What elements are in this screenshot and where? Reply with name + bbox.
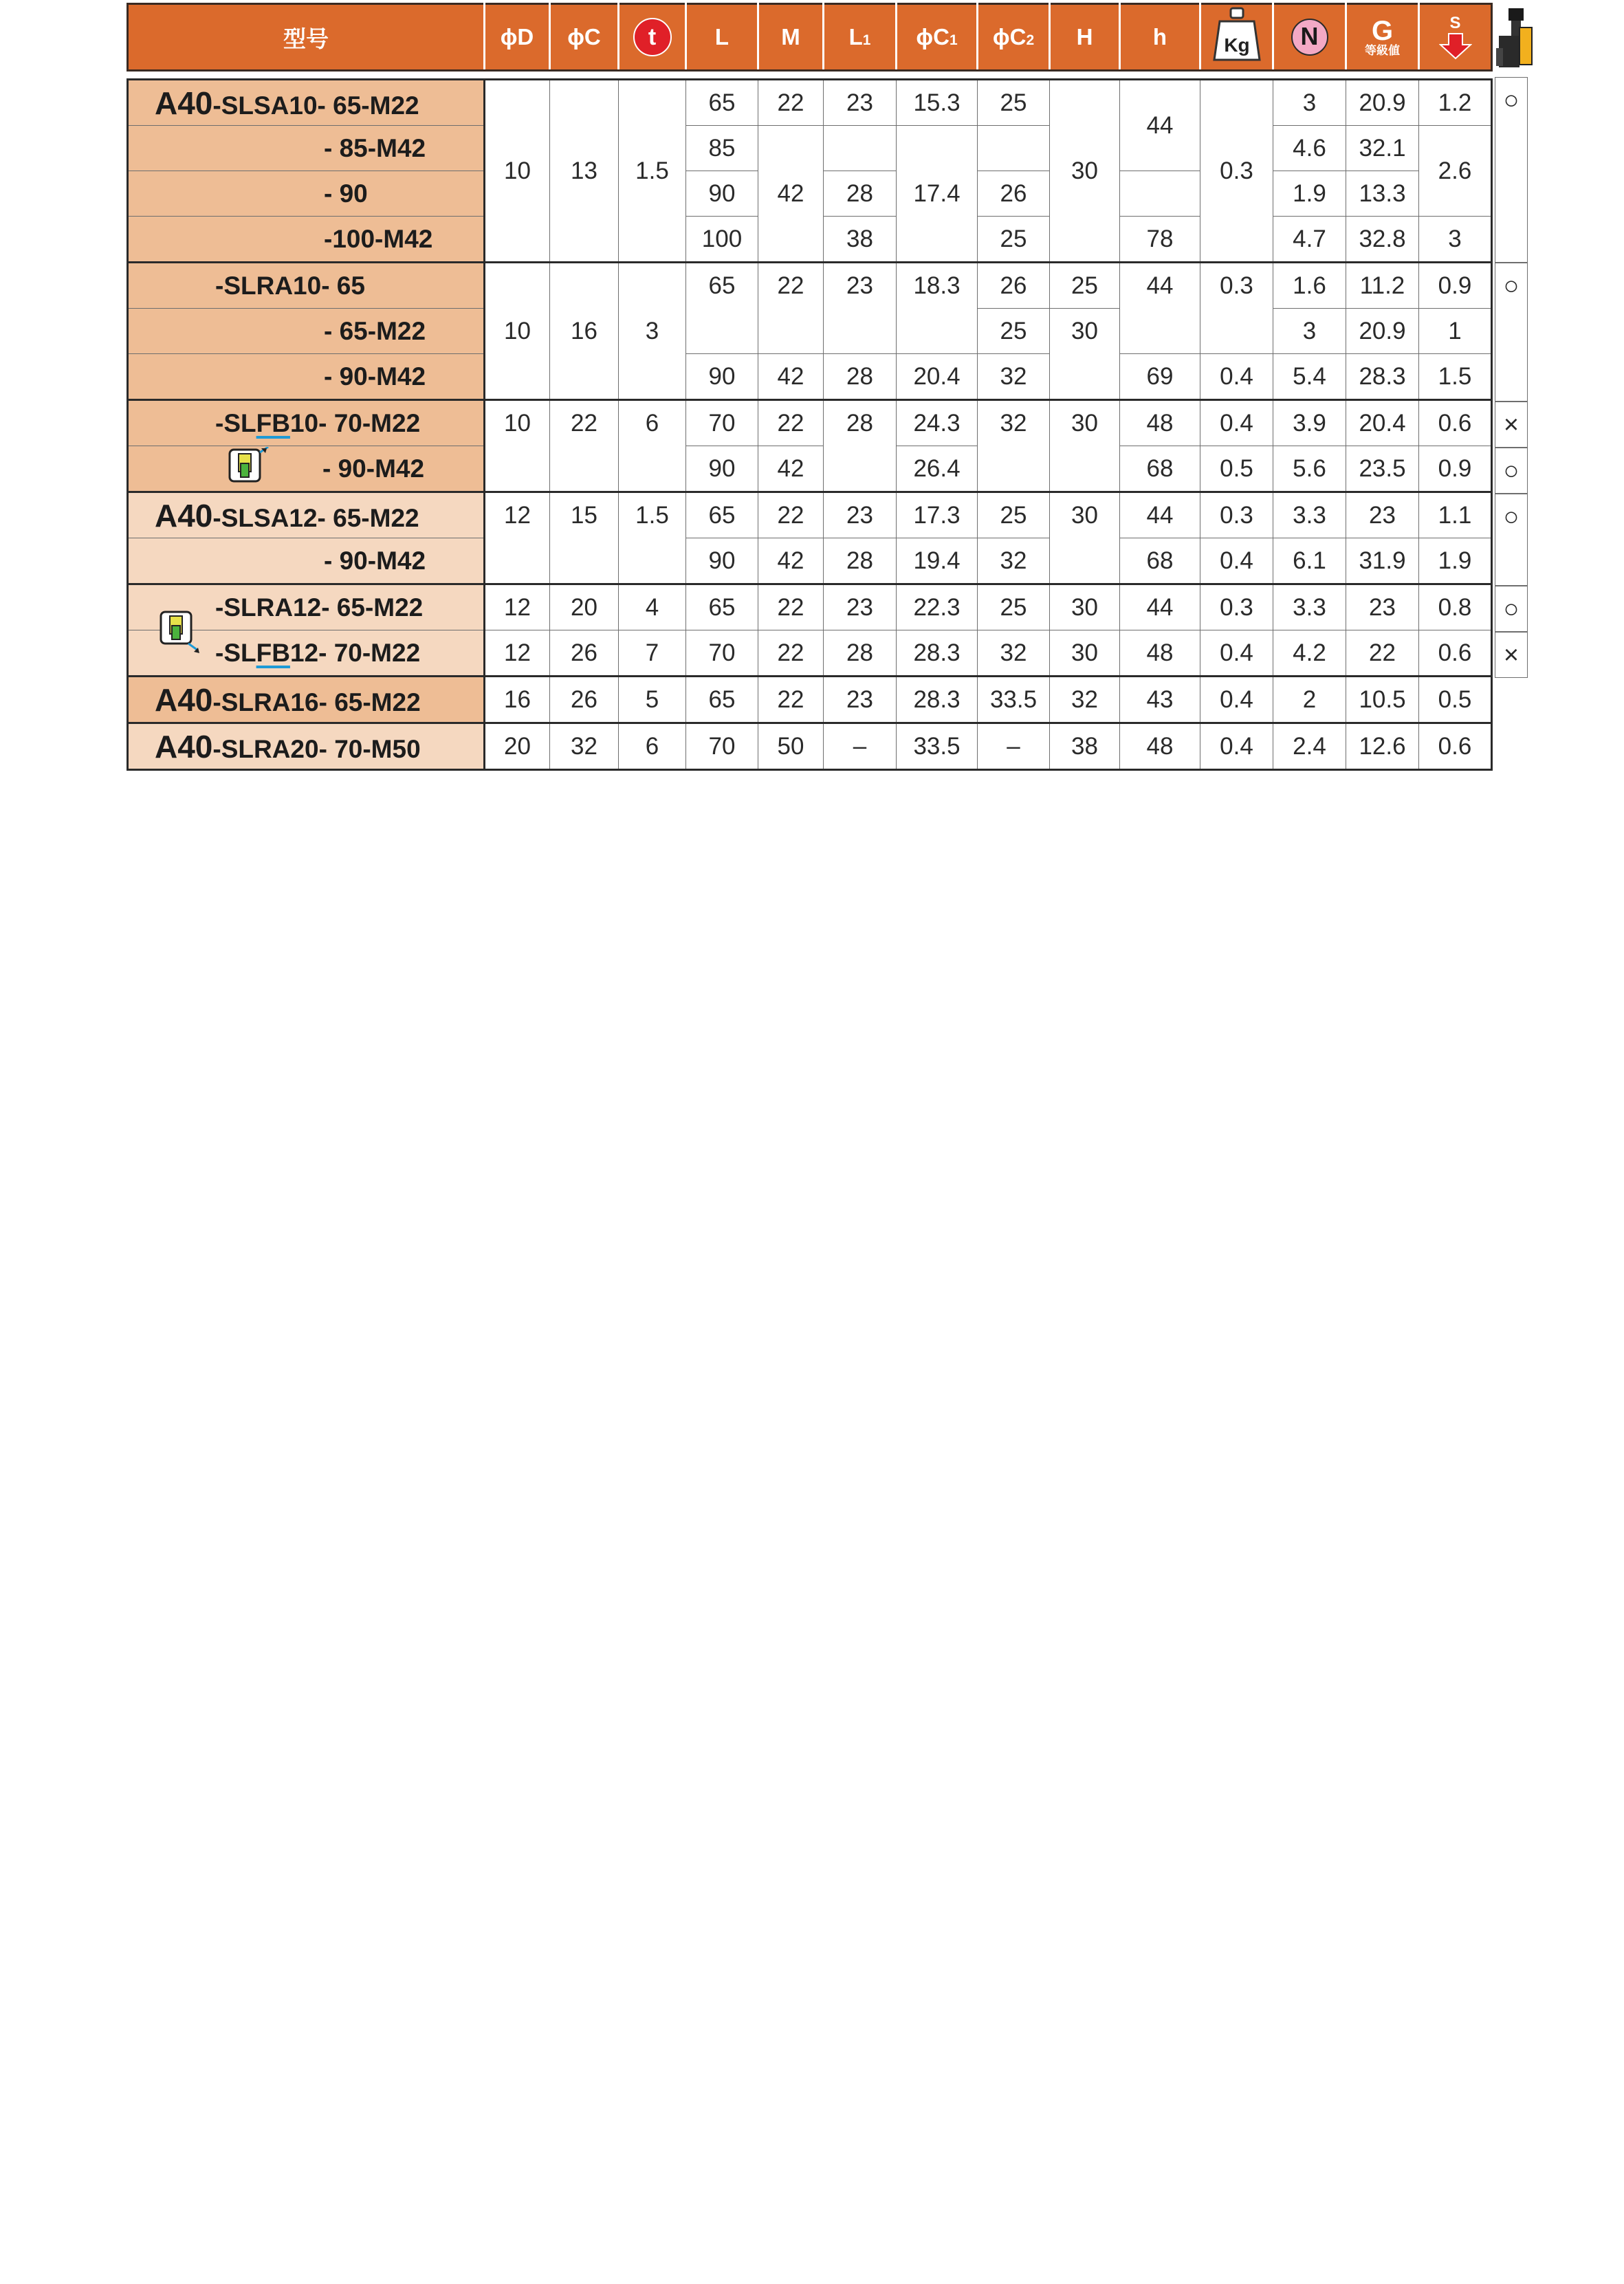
- svg-text:Kg: Kg: [1223, 34, 1250, 56]
- header-N: [1273, 4, 1346, 71]
- cell-L1: 28: [824, 538, 897, 584]
- cell-N: 3: [1273, 80, 1346, 126]
- cell-h: 68: [1120, 538, 1200, 584]
- cell-h: 48: [1120, 723, 1200, 770]
- cell-S: 0.6: [1419, 723, 1492, 770]
- cell-L: 70: [686, 400, 758, 446]
- cell-phiC2: 26: [978, 263, 1050, 309]
- cell-phiD: 12: [485, 584, 550, 630]
- model-cell: -SLRA12- 65-M22: [128, 584, 485, 630]
- weight-icon: [1211, 6, 1262, 63]
- cell-phiD: 20: [485, 723, 550, 770]
- cell-H: 38: [1050, 723, 1120, 770]
- compat-mark: ○: [1495, 586, 1528, 632]
- cell-L1: 28: [824, 171, 897, 217]
- cell-S: 1.1: [1419, 492, 1492, 538]
- cell-N: 3: [1273, 309, 1346, 354]
- model-cell: - 90-M42: [128, 354, 485, 400]
- cell-L: 65: [686, 80, 758, 126]
- cell-phiC1: 28.3: [897, 677, 978, 723]
- cell-N: 4.2: [1273, 630, 1346, 677]
- cell-phiC1: 22.3: [897, 584, 978, 630]
- cell-L: 90: [686, 171, 758, 217]
- cell-G: 22: [1346, 630, 1419, 677]
- model-cell: A40-SLSA12- 65-M22: [128, 492, 485, 538]
- cell-t: 7: [619, 630, 686, 677]
- cell-h: 44: [1120, 263, 1200, 354]
- cell-G: 20.9: [1346, 80, 1419, 126]
- cell-phiC2: 25: [978, 309, 1050, 354]
- cell-t: 6: [619, 723, 686, 770]
- cell-phiC2: 32: [978, 400, 1050, 492]
- cell-phiD: 10: [485, 263, 550, 400]
- model-cell: -100-M42: [128, 217, 485, 263]
- cell-S: 0.9: [1419, 263, 1492, 309]
- table-row: [128, 354, 1492, 400]
- model-cell: -SLRA10- 65: [128, 263, 485, 309]
- model-cell: A40-SLRA20- 70-M50: [128, 723, 485, 770]
- cell-S: 0.8: [1419, 584, 1492, 630]
- cell-M: 22: [758, 492, 824, 538]
- cell-phiC1: 28.3: [897, 630, 978, 677]
- cell-M: 22: [758, 400, 824, 446]
- header-phiD: ϕD: [485, 4, 550, 71]
- cell-S: 2.6: [1419, 126, 1492, 217]
- model-cell: A40-SLSA10- 65-M22: [128, 80, 485, 126]
- cell-H: 30: [1050, 584, 1120, 630]
- model-cell: - 65-M22: [128, 309, 485, 354]
- cell-N: 3.3: [1273, 584, 1346, 630]
- header-L: L: [686, 4, 758, 71]
- cell-M: 22: [758, 630, 824, 677]
- cell-phiC2: 25: [978, 217, 1050, 263]
- cell-t: 3: [619, 263, 686, 400]
- cell-L: 65: [686, 584, 758, 630]
- cell-L: 90: [686, 354, 758, 400]
- cell-kg: 0.3: [1200, 263, 1273, 354]
- cell-L1: –: [824, 723, 897, 770]
- cell-G: 20.4: [1346, 400, 1419, 446]
- cell-phiC2: 26: [978, 171, 1050, 217]
- cell-phiC: 26: [550, 677, 619, 723]
- table-row: [128, 538, 1492, 584]
- cell-G: 12.6: [1346, 723, 1419, 770]
- cell-kg: 0.3: [1200, 80, 1273, 263]
- cell-H: 30: [1050, 400, 1120, 492]
- cell-N: 2: [1273, 677, 1346, 723]
- cell-phiC2: 25: [978, 584, 1050, 630]
- cell-M: 22: [758, 677, 824, 723]
- header-G: G 等級値: [1346, 4, 1419, 71]
- header-H: H: [1050, 4, 1120, 71]
- cell-S: 1.9: [1419, 538, 1492, 584]
- model-cell: - 90: [128, 171, 485, 217]
- table-row: [128, 126, 1492, 171]
- table-row: [128, 723, 1492, 770]
- cell-G: 10.5: [1346, 677, 1419, 723]
- cell-N: 4.6: [1273, 126, 1346, 171]
- model-cell: -SLFB12- 70-M22: [128, 630, 485, 677]
- spec-table: [127, 3, 1493, 771]
- cell-G: 28.3: [1346, 354, 1419, 400]
- cell-t: 4: [619, 584, 686, 630]
- cell-G: 23: [1346, 584, 1419, 630]
- cell-phiC: 13: [550, 80, 619, 263]
- header-phiC2: ϕC2: [978, 4, 1050, 71]
- cell-G: 32.8: [1346, 217, 1419, 263]
- cell-L1: 38: [824, 217, 897, 263]
- cell-phiC2: 32: [978, 354, 1050, 400]
- cell-kg: 0.4: [1200, 538, 1273, 584]
- header-phiC: ϕC: [550, 4, 619, 71]
- cell-H: 30: [1050, 630, 1120, 677]
- cell-phiD: 16: [485, 677, 550, 723]
- cell-phiC2: 25: [978, 492, 1050, 538]
- cell-N: 2.4: [1273, 723, 1346, 770]
- cell-N: 5.4: [1273, 354, 1346, 400]
- cell-phiC2: 32: [978, 538, 1050, 584]
- model-cell: -SLFB10- 70-M22: [128, 400, 485, 446]
- header-S: S: [1419, 4, 1492, 71]
- cell-phiC1: 20.4: [897, 354, 978, 400]
- cell-M: 50: [758, 723, 824, 770]
- cell-L1: 23: [824, 80, 897, 126]
- cell-phiD: 12: [485, 630, 550, 677]
- cell-t: 1.5: [619, 492, 686, 584]
- cell-N: 5.6: [1273, 446, 1346, 492]
- cell-S: 1: [1419, 309, 1492, 354]
- cell-G: 11.2: [1346, 263, 1419, 309]
- cell-kg: 0.4: [1200, 677, 1273, 723]
- cell-h: 68: [1120, 446, 1200, 492]
- cell-t: 6: [619, 400, 686, 492]
- cell-S: 1.2: [1419, 80, 1492, 126]
- header-h: h: [1120, 4, 1200, 71]
- cell-phiC2: 32: [978, 630, 1050, 677]
- cell-phiC1: 33.5: [897, 723, 978, 770]
- cell-N: 3.3: [1273, 492, 1346, 538]
- cell-L: 65: [686, 492, 758, 538]
- cell-phiC: 22: [550, 400, 619, 492]
- cell-phiD: 12: [485, 492, 550, 584]
- cell-S: 0.6: [1419, 400, 1492, 446]
- cell-N: 3.9: [1273, 400, 1346, 446]
- table-row: [128, 630, 1492, 677]
- cell-phiC2: –: [978, 723, 1050, 770]
- cell-phiD: 10: [485, 80, 550, 263]
- cell-H: 30: [1050, 492, 1120, 584]
- cell-L1: 28: [824, 400, 897, 492]
- compat-mark: ○: [1495, 494, 1528, 586]
- cell-phiC2: [978, 126, 1050, 171]
- cell-phiC1: 15.3: [897, 80, 978, 126]
- cell-h: 48: [1120, 400, 1200, 446]
- cell-S: 1.5: [1419, 354, 1492, 400]
- header-M: M: [758, 4, 824, 71]
- cell-phiC1: 24.3: [897, 400, 978, 446]
- cell-L: 90: [686, 538, 758, 584]
- cell-N: 1.6: [1273, 263, 1346, 309]
- cell-L1: 23: [824, 492, 897, 538]
- cell-phiC: 16: [550, 263, 619, 400]
- cell-phiC: 15: [550, 492, 619, 584]
- compat-mark: ×: [1495, 402, 1528, 448]
- cell-phiD: 10: [485, 400, 550, 492]
- cell-M: 42: [758, 538, 824, 584]
- cell-M: 22: [758, 263, 824, 354]
- cell-M: 42: [758, 126, 824, 263]
- cell-L: 85: [686, 126, 758, 171]
- cell-t: 1.5: [619, 80, 686, 263]
- header-phiC1: ϕC1: [897, 4, 978, 71]
- cell-phiC1: 17.4: [897, 126, 978, 263]
- table-row: [128, 677, 1492, 723]
- cell-kg: 0.4: [1200, 400, 1273, 446]
- cell-H: 30: [1050, 309, 1120, 400]
- cell-phiC2: 33.5: [978, 677, 1050, 723]
- header-row: [128, 4, 1492, 71]
- cell-L: 90: [686, 446, 758, 492]
- cell-h: 44: [1120, 80, 1200, 171]
- cell-M: 42: [758, 354, 824, 400]
- table-row: [128, 263, 1492, 309]
- cell-L: 70: [686, 723, 758, 770]
- cell-H: 30: [1050, 80, 1120, 263]
- cell-N: 6.1: [1273, 538, 1346, 584]
- header-model: 型号: [128, 4, 485, 71]
- compat-mark: ○: [1495, 448, 1528, 494]
- cell-L1: 23: [824, 584, 897, 630]
- cell-phiC: 32: [550, 723, 619, 770]
- model-cell: - 85-M42: [128, 126, 485, 171]
- table-row: [128, 80, 1492, 126]
- compat-mark: ×: [1495, 632, 1528, 678]
- t-badge-icon: t: [633, 18, 672, 56]
- model-cell: A40-SLRA16- 65-M22: [128, 677, 485, 723]
- cell-kg: 0.5: [1200, 446, 1273, 492]
- machine-icon: [1493, 7, 1536, 70]
- compat-mark: ○: [1495, 263, 1528, 402]
- cell-H: 25: [1050, 263, 1120, 309]
- cell-h: 44: [1120, 492, 1200, 538]
- cell-S: 3: [1419, 217, 1492, 263]
- cell-L1: 28: [824, 354, 897, 400]
- cell-L1: [824, 126, 897, 171]
- cell-M: 22: [758, 584, 824, 630]
- table-row: [128, 446, 1492, 492]
- cell-N: 1.9: [1273, 171, 1346, 217]
- cell-L: 70: [686, 630, 758, 677]
- cell-kg: 0.3: [1200, 492, 1273, 538]
- header-t: [619, 4, 686, 71]
- cell-kg: 0.4: [1200, 723, 1273, 770]
- cell-phiC1: 26.4: [897, 446, 978, 492]
- cell-kg: 0.3: [1200, 584, 1273, 630]
- cell-L: 65: [686, 263, 758, 354]
- cell-t: 5: [619, 677, 686, 723]
- cell-phiC: 26: [550, 630, 619, 677]
- holder-icon: [227, 447, 271, 485]
- cell-H: 32: [1050, 677, 1120, 723]
- cell-G: 20.9: [1346, 309, 1419, 354]
- cell-S: 0.5: [1419, 677, 1492, 723]
- header-L1: L1: [824, 4, 897, 71]
- cell-h: 44: [1120, 584, 1200, 630]
- cell-phiC1: 17.3: [897, 492, 978, 538]
- cell-phiC1: 18.3: [897, 263, 978, 354]
- cell-L1: 23: [824, 677, 897, 723]
- cell-G: 13.3: [1346, 171, 1419, 217]
- cell-G: 23.5: [1346, 446, 1419, 492]
- cell-kg: 0.4: [1200, 630, 1273, 677]
- cell-M: 42: [758, 446, 824, 492]
- header-weight: [1200, 4, 1273, 71]
- cell-L1: 23: [824, 263, 897, 354]
- cell-G: 32.1: [1346, 126, 1419, 171]
- cell-L: 100: [686, 217, 758, 263]
- cell-h: 78: [1120, 171, 1200, 263]
- table-row: [128, 584, 1492, 630]
- cell-h: 48: [1120, 630, 1200, 677]
- cell-h: 69: [1120, 354, 1200, 400]
- model-cell: - 90-M42: [128, 538, 485, 584]
- cell-phiC2: 25: [978, 80, 1050, 126]
- cell-L1: 28: [824, 630, 897, 677]
- cell-kg: 0.4: [1200, 354, 1273, 400]
- cell-S: 0.6: [1419, 630, 1492, 677]
- compat-mark: ○: [1495, 77, 1528, 263]
- cell-h: 43: [1120, 677, 1200, 723]
- cell-S: 0.9: [1419, 446, 1492, 492]
- n-badge-icon: N: [1291, 19, 1328, 56]
- cell-phiC1: 19.4: [897, 538, 978, 584]
- cell-phiC: 20: [550, 584, 619, 630]
- cell-M: 22: [758, 80, 824, 126]
- cell-G: 23: [1346, 492, 1419, 538]
- down-arrow-icon: [1439, 32, 1472, 60]
- cell-G: 31.9: [1346, 538, 1419, 584]
- model-cell: - 90-M42: [128, 446, 485, 492]
- cell-N: 4.7: [1273, 217, 1346, 263]
- holder-icon: [158, 609, 202, 655]
- table-row: [128, 400, 1492, 446]
- table-row: [128, 492, 1492, 538]
- cell-L: 65: [686, 677, 758, 723]
